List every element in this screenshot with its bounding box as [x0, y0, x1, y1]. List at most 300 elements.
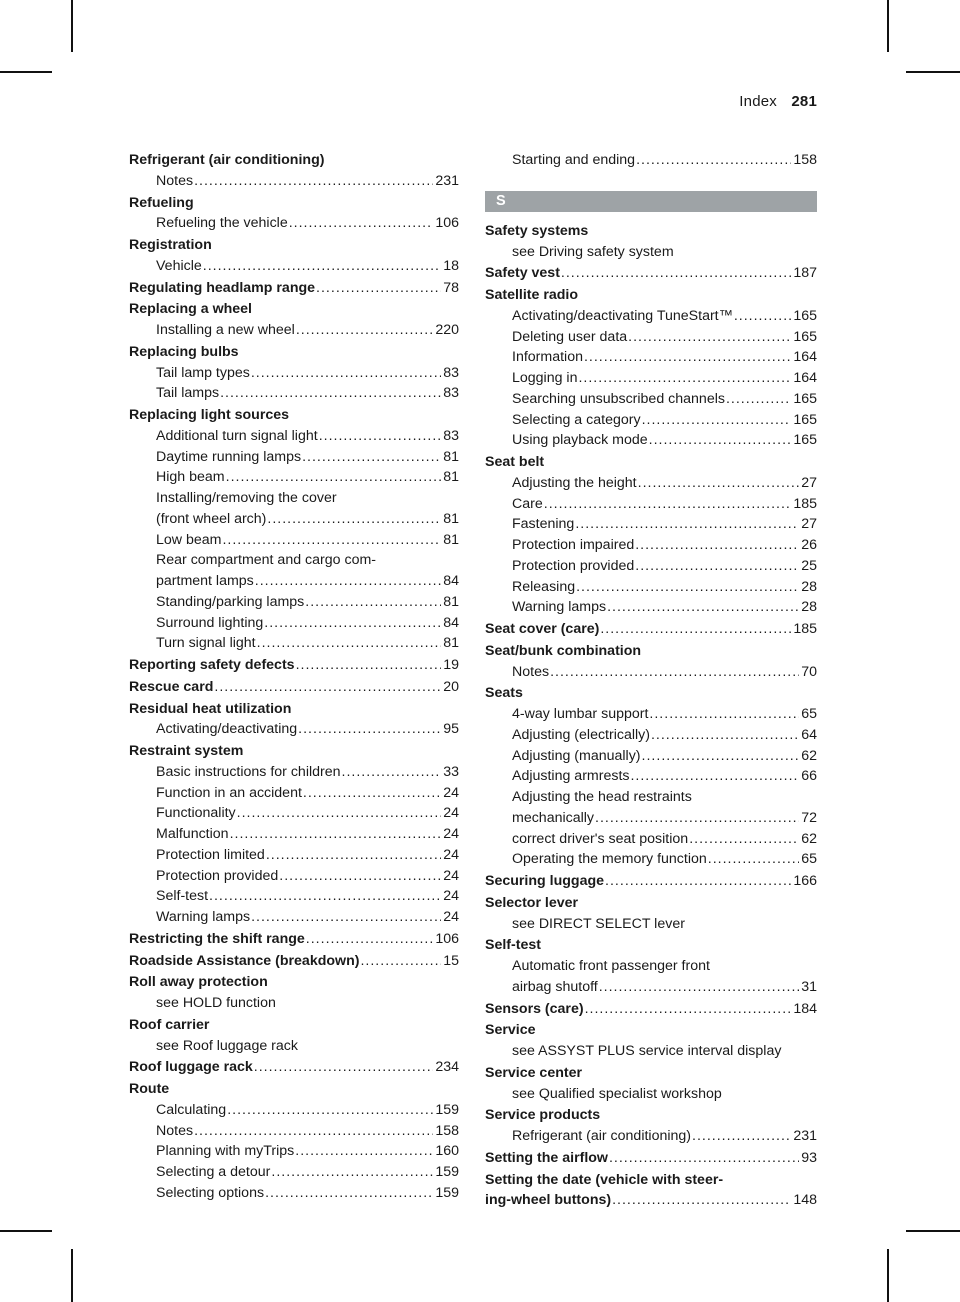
index-entry	[129, 405, 459, 654]
page-ref: 164	[793, 349, 817, 366]
dot-leader	[220, 383, 441, 404]
dot-leader	[289, 213, 434, 234]
page-ref: 165	[793, 307, 817, 324]
subentry-text: Function in an accident	[156, 784, 302, 801]
index-entry	[485, 1020, 817, 1062]
entry-heading: Restraint system	[129, 743, 244, 759]
dot-leader	[600, 619, 791, 640]
subentry-text: Protection provided	[512, 557, 635, 574]
subentry-text: Warning lamps	[156, 909, 251, 925]
dot-leader	[279, 866, 441, 887]
page-ref: 81	[443, 469, 459, 486]
subentry-text: Selecting a category	[512, 411, 641, 428]
index-row	[129, 1121, 459, 1142]
subentry-text: Installing/removing the cover	[156, 490, 337, 506]
index-row	[129, 929, 459, 950]
page-ref: 19	[443, 657, 459, 673]
subentry-text: Protection provided	[156, 867, 279, 884]
dot-leader	[708, 849, 799, 870]
page-ref: 159	[435, 1101, 459, 1118]
index-row	[129, 762, 459, 783]
page-ref: 234	[435, 1059, 459, 1076]
index-entry	[485, 999, 817, 1020]
entry-heading: Service center	[485, 1064, 583, 1081]
letter-divider: S	[485, 191, 817, 212]
index-row	[129, 783, 459, 804]
index-row	[485, 871, 817, 892]
dot-leader	[255, 571, 441, 592]
subentry-text: Deleting user data	[512, 328, 628, 345]
dot-leader	[550, 662, 799, 683]
dot-leader	[576, 577, 799, 598]
page-ref: 18	[443, 257, 459, 274]
page-ref: 81	[443, 448, 459, 465]
index-entry	[129, 299, 459, 341]
entry-heading: Roof luggage rack	[129, 1059, 253, 1076]
subentry-text: Adjusting armrests	[512, 768, 630, 785]
page-ref: 165	[793, 328, 817, 345]
index-entry	[485, 641, 817, 683]
page-ref: 165	[793, 411, 817, 428]
entry-heading: Seat/bunk combination	[485, 642, 642, 659]
page-ref: 24	[443, 805, 459, 822]
entry-heading: Reporting safety defects	[129, 657, 295, 673]
dot-leader	[649, 430, 792, 451]
page-ref: 83	[443, 385, 459, 402]
entry-heading: Registration	[129, 237, 212, 253]
dot-leader	[578, 368, 791, 389]
dot-leader	[203, 256, 441, 277]
index-row	[129, 677, 459, 698]
index-row	[129, 845, 459, 866]
dot-leader	[319, 426, 442, 447]
subentry-text: Malfunction	[156, 826, 229, 842]
page-ref: 78	[443, 279, 459, 296]
index-entry	[485, 1170, 817, 1212]
section-label: Index	[739, 93, 777, 110]
index-row	[129, 509, 459, 530]
index-entry	[485, 619, 817, 640]
index-row	[129, 530, 459, 551]
subentry-text: Adjusting (manually)	[512, 747, 641, 764]
dot-leader	[630, 766, 799, 787]
subentry-text: Additional turn signal light	[156, 427, 318, 444]
dot-leader	[635, 535, 799, 556]
page-ref: 72	[801, 809, 817, 826]
page-ref: 81	[443, 593, 459, 610]
index-entry	[129, 193, 459, 235]
subentry-text: airbag shutoff	[512, 978, 598, 995]
entry-heading: Self-test	[485, 937, 541, 954]
subentry-text: see Qualified specialist workshop	[512, 1085, 722, 1102]
subentry-text: see ASSYST PLUS service interval display	[512, 1043, 782, 1059]
page-ref: 66	[801, 768, 817, 785]
page-ref: 24	[443, 888, 459, 905]
entry-heading: Setting the date (vehicle with steer-	[485, 1171, 724, 1188]
subentry-text: Vehicle	[156, 257, 202, 274]
index-entry	[129, 929, 459, 950]
subentry-text: partment lamps	[156, 573, 254, 589]
page-ref: 24	[443, 867, 459, 884]
subentry-text: Refrigerant (air conditioning)	[512, 1128, 692, 1144]
index-row	[129, 1141, 459, 1162]
subentry-text: High beam	[156, 469, 225, 486]
page-ref: 95	[443, 721, 459, 738]
page-ref: 81	[443, 510, 459, 527]
dot-leader	[734, 306, 792, 327]
index-entry	[129, 235, 459, 277]
entry-heading: Sensors (care)	[485, 1000, 584, 1017]
page-ref: 27	[801, 516, 817, 533]
index-entry	[129, 1015, 459, 1057]
page-ref: 81	[443, 531, 459, 548]
index-row	[129, 1057, 459, 1078]
entry-heading: Residual heat utilization	[129, 700, 292, 717]
subentry-text: Starting and ending	[512, 152, 636, 168]
subentry-text: see DIRECT SELECT lever	[512, 915, 685, 932]
subentry-text: see HOLD function	[156, 995, 276, 1011]
subentry-text: Low beam	[156, 531, 222, 548]
subentry-text: Refueling the vehicle	[156, 215, 288, 232]
subentry-text: Protection impaired	[512, 537, 635, 553]
index-entry	[485, 285, 817, 451]
index-row	[485, 514, 817, 535]
subentry-text: Selecting options	[156, 1184, 265, 1201]
index-row	[485, 430, 817, 451]
entry-heading: Safety vest	[485, 265, 560, 282]
index-row	[129, 633, 459, 654]
dot-leader	[226, 467, 442, 488]
entry-heading: Service	[485, 1022, 536, 1039]
index-row	[485, 389, 817, 410]
subentry-text: Selecting a detour	[156, 1164, 271, 1180]
subentry-text: Daytime running lamps	[156, 448, 302, 465]
subentry-text: Calculating	[156, 1101, 227, 1118]
page-ref: 65	[801, 851, 817, 868]
page-ref: 93	[801, 1149, 817, 1166]
index-row	[129, 951, 459, 972]
dot-leader	[237, 803, 442, 824]
subentry-text: Information	[512, 349, 583, 366]
dot-leader	[636, 150, 791, 171]
entry-heading: Replacing bulbs	[129, 343, 239, 360]
index-row	[129, 719, 459, 740]
index-row	[485, 473, 817, 494]
subentry-text: Planning with myTrips	[156, 1143, 295, 1160]
index-entry	[129, 677, 459, 698]
page-ref: 24	[443, 909, 459, 925]
subentry-text: Activating/deactivating	[156, 721, 298, 738]
dot-leader	[607, 597, 799, 618]
index-row	[129, 907, 459, 928]
subentry-text: Releasing	[512, 578, 576, 595]
entry-heading: Seat belt	[485, 454, 545, 470]
index-entry	[485, 683, 817, 870]
page-ref: 231	[435, 172, 459, 189]
index-entry	[129, 342, 459, 404]
entry-heading: Seat cover (care)	[485, 621, 600, 637]
page-ref: 106	[435, 930, 459, 947]
index-row	[129, 447, 459, 468]
index-row	[129, 467, 459, 488]
index-row	[485, 577, 817, 598]
entry-heading: Roof carrier	[129, 1016, 210, 1033]
entry-heading: Replacing a wheel	[129, 301, 252, 318]
index-row	[129, 383, 459, 404]
index-row	[129, 1183, 459, 1204]
subentry-text: Using playback mode	[512, 432, 648, 449]
index-row	[485, 746, 817, 767]
dot-leader	[222, 530, 441, 551]
page-ref: 106	[435, 215, 459, 232]
page-ref: 24	[443, 846, 459, 863]
dot-leader	[360, 951, 441, 972]
index-row	[485, 263, 817, 284]
dot-leader	[194, 1121, 433, 1142]
subentry-text: (front wheel arch)	[156, 510, 267, 527]
index-row	[129, 1100, 459, 1121]
entry-heading: Restricting the shift range	[129, 930, 305, 947]
index-entry	[485, 1063, 817, 1105]
dot-leader	[692, 1126, 791, 1147]
index-row	[485, 327, 817, 348]
page-ref: 25	[801, 557, 817, 574]
index-row	[485, 766, 817, 787]
page-ref: 26	[801, 537, 817, 553]
index-row	[485, 999, 817, 1020]
index-row	[485, 977, 817, 998]
dot-leader	[227, 1100, 433, 1121]
subentry-text: Searching unsubscribed channels	[512, 390, 725, 407]
page-ref: 28	[801, 599, 817, 616]
subentry-text: Tail lamps	[156, 385, 220, 402]
page-ref: 20	[443, 678, 459, 695]
dot-leader	[257, 633, 442, 654]
dot-leader	[609, 1148, 799, 1169]
index-row	[129, 171, 459, 192]
subentry-text: Surround lighting	[156, 614, 264, 631]
dot-leader	[544, 494, 792, 515]
index-entry	[485, 893, 817, 935]
index-column-left	[129, 150, 459, 1205]
dot-leader	[342, 762, 442, 783]
index-entry	[129, 1079, 459, 1204]
index-row	[485, 1148, 817, 1169]
subentry-text: see Roof luggage rack	[156, 1037, 298, 1054]
dot-leader	[264, 613, 441, 634]
subentry-text: Logging in	[512, 370, 578, 386]
subentry-text: Basic instructions for children	[156, 763, 341, 780]
entry-heading: Regulating headlamp range	[129, 279, 316, 296]
subentry-text: Self-test	[156, 888, 209, 905]
subentry-text: Protection limited	[156, 846, 265, 863]
dot-leader	[254, 1057, 434, 1078]
subentry-text: Warning lamps	[512, 599, 607, 616]
index-entry	[485, 871, 817, 892]
page-ref: 187	[793, 265, 817, 282]
dot-leader	[214, 677, 441, 698]
dot-leader	[561, 263, 791, 284]
index-row	[485, 829, 817, 850]
entry-heading: Safety systems	[485, 222, 589, 239]
page-ref: 220	[435, 322, 459, 338]
subentry-text: correct driver's seat position	[512, 830, 689, 847]
dot-leader	[303, 783, 441, 804]
index-row	[485, 725, 817, 746]
dot-leader	[585, 999, 792, 1020]
dot-leader	[605, 871, 791, 892]
index-column-right	[485, 150, 817, 1212]
dot-leader	[306, 929, 434, 950]
subentry-text: Notes	[156, 1122, 194, 1139]
dot-leader	[612, 1190, 791, 1211]
index-row	[485, 556, 817, 577]
index-row	[129, 320, 459, 341]
page-ref: 62	[801, 830, 817, 847]
index-entry	[129, 699, 459, 741]
dot-leader	[296, 320, 434, 341]
entry-heading: Roadside Assistance (breakdown)	[129, 952, 360, 969]
subentry-text: 4-way lumbar support	[512, 706, 649, 722]
index-entry	[129, 741, 459, 928]
continued-entries	[485, 150, 817, 171]
dot-leader	[575, 514, 799, 535]
dot-leader	[599, 977, 800, 998]
page-ref: 64	[801, 726, 817, 743]
dot-leader	[271, 1162, 433, 1183]
index-row	[129, 1162, 459, 1183]
page-ref: 31	[801, 978, 817, 995]
index-row	[485, 597, 817, 618]
page-ref: 83	[443, 427, 459, 444]
entry-heading: ing-wheel buttons)	[485, 1192, 612, 1209]
dot-leader	[316, 278, 441, 299]
page-ref: 159	[435, 1184, 459, 1201]
page-ref: 148	[793, 1192, 817, 1209]
index-row	[485, 619, 817, 640]
page-ref: 65	[801, 706, 817, 722]
index-entry	[129, 951, 459, 972]
page-header	[739, 93, 817, 110]
index-row	[485, 410, 817, 431]
dot-leader	[651, 725, 799, 746]
subentry-text: Automatic front passenger front	[512, 958, 710, 974]
index-entries-s	[485, 221, 817, 1211]
index-row	[485, 494, 817, 515]
index-entry	[485, 1148, 817, 1169]
entry-heading: Setting the airflow	[485, 1149, 608, 1166]
index-entry	[485, 452, 817, 618]
dot-leader	[251, 363, 441, 384]
entry-heading: Refrigerant (air conditioning)	[129, 152, 325, 168]
subentry-text: see Driving safety system	[512, 243, 674, 260]
entry-heading: Seats	[485, 685, 523, 702]
index-entry	[485, 935, 817, 997]
subentry-text: Notes	[156, 172, 194, 189]
index-row	[485, 704, 817, 725]
subentry-text: Adjusting (electrically)	[512, 726, 650, 743]
page-ref: 184	[793, 1000, 817, 1017]
index-entry	[485, 1105, 817, 1147]
subentry-text: Operating the memory function	[512, 851, 707, 868]
dot-leader	[584, 347, 791, 368]
page-ref: 28	[801, 578, 817, 595]
index-row	[129, 803, 459, 824]
page-ref: 166	[793, 873, 817, 889]
page-ref: 165	[793, 432, 817, 449]
subentry-text: Notes	[512, 663, 550, 680]
page-ref: 81	[443, 635, 459, 652]
entry-heading: Roll away protection	[129, 974, 268, 991]
dot-leader	[642, 746, 800, 767]
dot-leader	[302, 447, 441, 468]
index-row	[485, 1126, 817, 1147]
subentry-text: Functionality	[156, 805, 236, 822]
index-entry	[129, 150, 459, 192]
page-ref: 185	[793, 495, 817, 512]
dot-leader	[296, 655, 442, 676]
subentry-text: Care	[512, 495, 543, 512]
index-row	[129, 613, 459, 634]
entry-heading: Refueling	[129, 194, 194, 211]
dot-leader	[635, 556, 799, 577]
subentry-text: mechanically	[512, 809, 595, 826]
index-row	[129, 256, 459, 277]
dot-leader	[298, 719, 441, 740]
page-ref: 84	[443, 614, 459, 631]
dot-leader	[628, 327, 791, 348]
index-entry	[485, 221, 817, 263]
page-ref: 84	[443, 573, 459, 589]
index-row	[129, 886, 459, 907]
page-ref: 158	[793, 152, 817, 168]
dot-leader	[194, 171, 433, 192]
page-ref: 70	[801, 663, 817, 680]
index-row	[485, 347, 817, 368]
index-row	[129, 426, 459, 447]
index-entry	[129, 655, 459, 676]
dot-leader	[265, 1183, 433, 1204]
page-ref: 158	[435, 1122, 459, 1139]
subentry-text: Tail lamp types	[156, 364, 250, 381]
dot-leader	[638, 473, 800, 494]
index-row	[129, 363, 459, 384]
page-ref: 27	[801, 474, 817, 491]
page-ref: 185	[793, 621, 817, 637]
page-ref: 62	[801, 747, 817, 764]
index-row	[129, 866, 459, 887]
entry-heading: Rescue card	[129, 678, 214, 695]
index-row	[485, 808, 817, 829]
page-ref: 24	[443, 826, 459, 842]
dot-leader	[595, 808, 799, 829]
index-row	[129, 571, 459, 592]
page-ref: 33	[443, 763, 459, 780]
index-row	[485, 535, 817, 556]
subentry-text: Rear compartment and cargo com-	[156, 552, 376, 569]
subentry-text: Adjusting the height	[512, 474, 637, 491]
subentry-text: Adjusting the head restraints	[512, 789, 692, 805]
dot-leader	[266, 845, 441, 866]
index-row	[129, 655, 459, 676]
entry-heading: Satellite radio	[485, 287, 579, 303]
entry-heading: Selector lever	[485, 894, 579, 911]
index-row	[129, 592, 459, 613]
dot-leader	[305, 592, 441, 613]
subentry-text: Standing/parking lamps	[156, 593, 305, 610]
dot-leader	[209, 886, 441, 907]
entry-heading: Service products	[485, 1107, 601, 1124]
